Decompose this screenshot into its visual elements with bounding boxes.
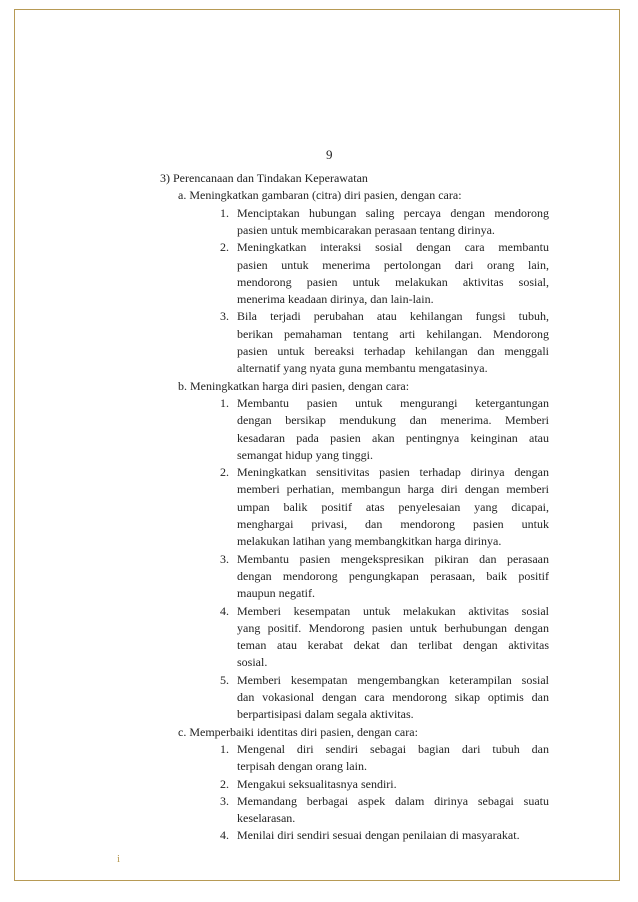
list-item-line: dan vokasional dengan cara mendorong sikap optimis dan (237, 690, 549, 704)
list-item-line: Menilai diri sendiri sesuai dengan penilaian di masyarakat. (237, 828, 520, 843)
footer-mark: i (117, 853, 121, 865)
list-item-line: Mengenal diri sendiri sebagai bagian dari tubuh dan (237, 741, 549, 756)
list-item-line: Menciptakan hubungan saling percaya dengan mendorong (237, 205, 549, 220)
list-item-line: berpartisipasi dalam segala aktivitas. (237, 707, 414, 722)
list-item-line: kesadaran pada pasien akan pentingnya keinginan atau (237, 430, 549, 445)
list-item-line: sosial. (237, 655, 268, 670)
list-item-line: memberi perhatian, membangun harga diri dengan memberi (237, 482, 549, 497)
list-item-number: 3. (220, 551, 229, 566)
list-item-line: Meningkatkan interaksi sosial dengan cara membantu (237, 240, 549, 255)
list-item-line: dengan bersikap mendukung dan menerima. Memberi (237, 413, 549, 428)
list-item-number: 1. (220, 395, 229, 410)
list-item-line: maupun negatif. (237, 586, 315, 601)
subsection-label: a. Meningkatkan gambaran (citra) diri pasien, dengan cara: (178, 188, 462, 203)
page-number: 9 (326, 147, 333, 162)
list-item-number: 3. (220, 793, 229, 808)
list-item-line: pasien untuk membicarakan perasaan tentang dirinya. (237, 222, 495, 237)
list-item-number: 1. (220, 205, 229, 220)
list-item-line: Memberi kesempatan mengembangkan keterampilan sosial (237, 672, 549, 687)
list-item-number: 1. (220, 741, 229, 756)
subsection-label: c. Memperbaiki identitas diri pasien, dengan cara: (178, 724, 418, 739)
list-item-line: menerima keadaan dirinya, dan lain-lain. (237, 292, 434, 307)
list-item-number: 5. (220, 672, 229, 687)
list-item-line: Memberi kesempatan untuk melakukan aktivitas sosial (237, 603, 549, 618)
list-item-number: 2. (220, 776, 229, 791)
list-item-line: pasien untuk bereaksi terhadap kehilangan dan menggali (237, 344, 549, 358)
subsection-label: b. Meningkatkan harga diri pasien, dengan cara: (178, 378, 410, 393)
list-item-line: dengan mendorong pengungkapan perasaan, baik positif (237, 568, 549, 583)
list-item-line: menghargai privasi, dan mendorong pasien untuk (237, 517, 549, 531)
list-item-number: 2. (220, 240, 229, 255)
list-item-line: Mengakui seksualitasnya sendiri. (237, 776, 397, 791)
list-item-line: umpan balik positif atas penyelesaian yang dicapai, (237, 499, 549, 514)
list-item-line: berikan pemahaman tentang arti kehilangan. Mendorong (237, 326, 549, 341)
list-item-number: 4. (220, 603, 229, 618)
list-item-line: semangat hidup yang tinggi. (237, 447, 373, 462)
list-item-line: Membantu pasien mengekspresikan pikiran dan perasaan (237, 551, 549, 566)
list-item-number: 4. (220, 828, 229, 843)
list-item-line: teman atau kerabat dekat dan terlibat dengan aktivitas (237, 638, 549, 653)
list-item-number: 2. (220, 465, 229, 480)
list-item-line: alternatif yang nyata guna membantu mengatasinya. (237, 361, 488, 376)
list-item-number: 3. (220, 309, 229, 324)
list-item-line: melakukan latihan yang membangkitkan harga dirinya. (237, 534, 502, 549)
list-item-line: keselarasan. (237, 811, 296, 826)
list-item-line: yang positif. Mendorong pasien untuk berhubungan dengan (237, 620, 549, 635)
list-item-line: Bila terjadi perubahan atau kehilangan fungsi tubuh, (237, 309, 549, 324)
list-item-line: Meningkatkan sensitivitas pasien terhadap dirinya dengan (237, 465, 549, 480)
list-item-line: terpisah dengan orang lain. (237, 759, 367, 774)
list-item-line: Memandang berbagai aspek dalam dirinya sebagai suatu (237, 793, 549, 808)
list-item-line: pasien untuk menerima pertolongan dari orang lain, (237, 257, 549, 272)
list-item-line: mendorong pasien untuk melakukan aktivitas sosial, (237, 274, 549, 289)
section-heading: 3) Perencanaan dan Tindakan Keperawatan (160, 171, 368, 185)
list-item-line: Membantu pasien untuk mengurangi ketergantungan (237, 395, 549, 410)
